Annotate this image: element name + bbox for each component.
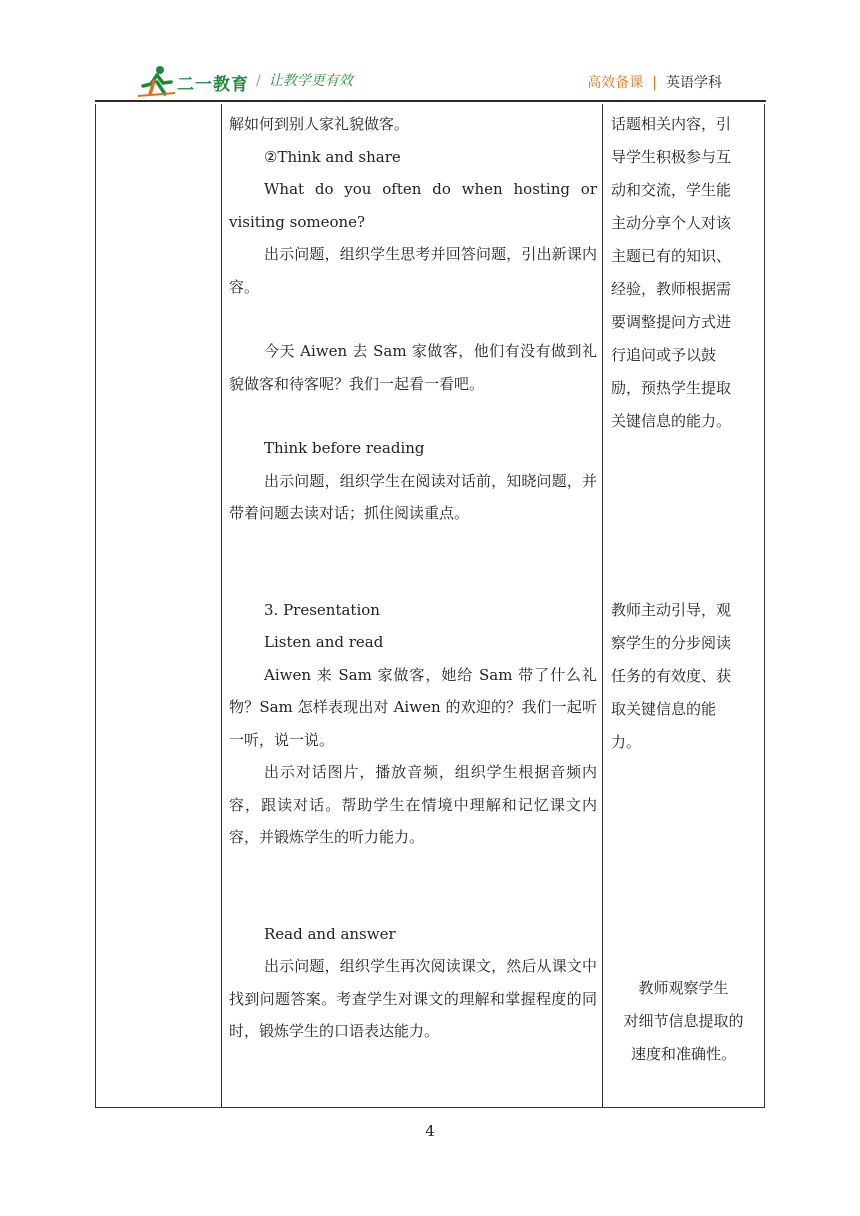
paragraph: 出示问题，组织学生再次阅读课文，然后从课文中找到问题答案。考查学生对课文的理解和掌握程度的同时，锻炼学生的口语表达能力。 — [229, 957, 597, 1040]
logo-text: 二一教育 — [177, 75, 249, 95]
section-heading: Read and answer — [264, 924, 396, 943]
note-line: 速度和准确性。 — [630, 1045, 736, 1063]
note-line: 主动分享个人对该 — [611, 214, 732, 232]
section-heading: ②Think and share — [264, 147, 401, 166]
column-divider-right — [602, 104, 603, 1108]
header-subject — [587, 72, 722, 92]
design-intent-note-1 — [611, 108, 756, 438]
design-intent-note-3 — [611, 972, 756, 1071]
note-line: 要调整提问方式进 — [611, 313, 732, 331]
note-line: 教师主动引导，观 — [611, 601, 732, 619]
note-line: 导学生积极参与互 — [611, 148, 732, 166]
brand-logo — [137, 64, 267, 98]
header-rule — [95, 100, 766, 102]
paragraph: 今天 Aiwen 去 Sam 家做客，他们有没有做到礼貌做客和待客呢？我们一起看一看吧。 — [229, 342, 597, 393]
text-line: 解如何到别人家礼貌做客。 — [229, 115, 410, 133]
vertical-divider: | — [652, 75, 657, 91]
section-heading: 3. Presentation — [264, 600, 380, 619]
note-line: 任务的有效度、获 — [611, 667, 732, 685]
slogan-text: 让教学更有效 — [268, 73, 353, 89]
page-number: 4 — [425, 1122, 435, 1140]
page-header — [0, 0, 860, 104]
note-line: 行追问或予以鼓 — [611, 346, 717, 364]
note-line: 取关键信息的能 — [611, 700, 717, 718]
note-line: 力。 — [611, 733, 642, 751]
note-line: 察学生的分步阅读 — [611, 634, 732, 652]
note-line: 励，预热学生提取 — [611, 379, 732, 397]
note-line: 经验，教师根据需 — [611, 280, 732, 298]
header-secondary-label: 英语学科 — [666, 75, 722, 91]
question-text: What do you often do when hosting or visiting someone? — [229, 180, 597, 231]
section-heading: Listen and read — [264, 633, 384, 651]
note-line: 话题相关内容，引 — [611, 115, 732, 133]
slogan — [256, 70, 353, 90]
note-line: 关键信息的能力。 — [611, 412, 732, 430]
note-line: 动和交流，学生能 — [611, 181, 732, 199]
note-line: 教师观察学生 — [638, 979, 729, 997]
paragraph: Aiwen 来 Sam 家做客，她给 Sam 带了什么礼物？Sam 怎样表现出对 Aiwen 的欢迎的？我们一起听一听，说一说。 — [229, 665, 597, 749]
paragraph: 出示问题，组织学生思考并回答问题，引出新课内容。 — [229, 245, 597, 296]
paragraph: 出示对话图片，播放音频，组织学生根据音频内容，跟读对话。帮助学生在情境中理解和记忆课文内容，并锻炼学生的听力能力。 — [229, 763, 597, 846]
slash-divider: / — [256, 73, 261, 89]
note-line: 对细节信息提取的 — [623, 1012, 744, 1030]
column-divider-left — [221, 104, 222, 1108]
section-heading: Think before reading — [264, 439, 425, 457]
paragraph: 出示问题，组织学生在阅读对话前，知晓问题，并带着问题去读对话；抓住阅读重点。 — [229, 471, 597, 522]
runner-logo-icon — [137, 64, 177, 98]
note-line: 主题已有的知识、 — [611, 247, 732, 265]
design-intent-note-2 — [611, 594, 756, 759]
activity-column — [229, 108, 597, 1048]
header-primary-label: 高效备课 — [587, 75, 644, 91]
